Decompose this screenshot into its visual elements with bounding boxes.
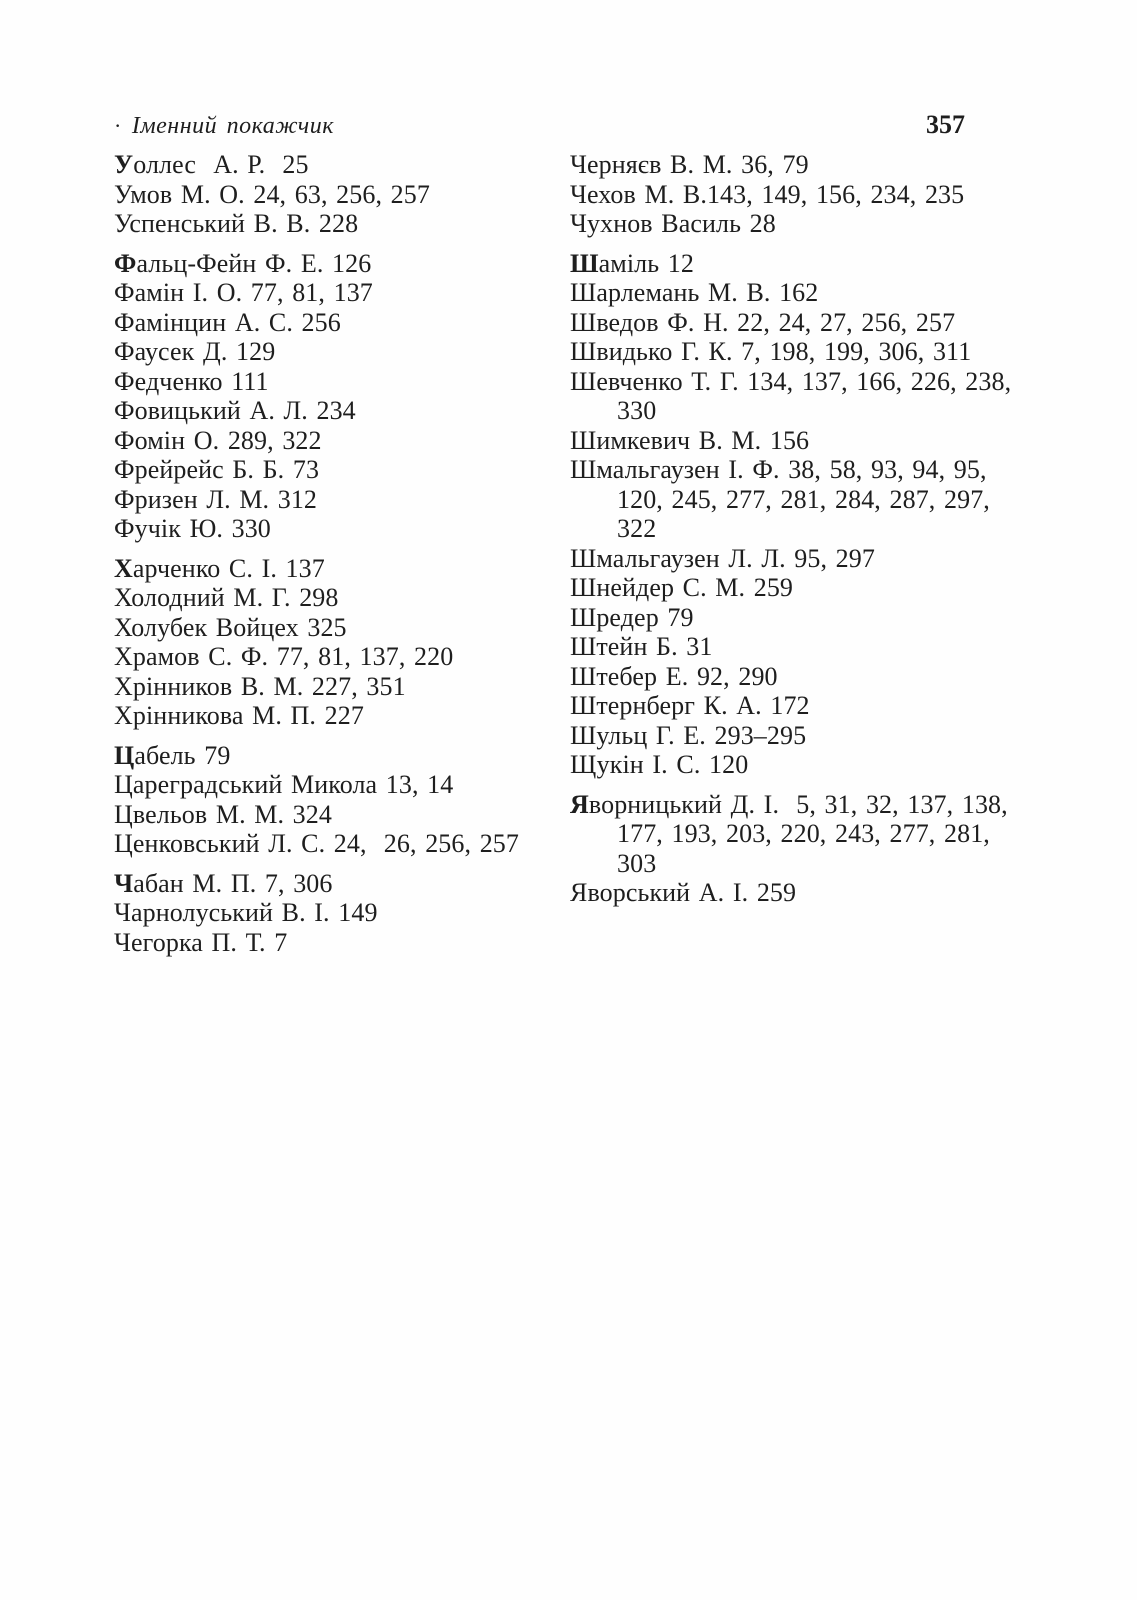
group-initial-letter: Ч — [114, 868, 134, 898]
index-entry-line: Храмов С. Ф. 77, 81, 137, 220 — [114, 642, 454, 671]
index-entry — [114, 613, 544, 643]
index-entry — [570, 750, 1040, 780]
index-entry — [114, 455, 544, 485]
index-entry — [114, 583, 544, 613]
index-entry-line: Шульц Г. Е. 293–295 — [570, 720, 807, 750]
index-entry-continuation-line: 120, 245, 277, 281, 284, 287, 297, — [617, 484, 990, 514]
index-entry-line: Чабан М. П. 7, 306 — [114, 868, 333, 898]
index-entry-line: Чухнов Василь 28 — [570, 209, 776, 238]
index-entry-line: Фаусек Д. 129 — [114, 337, 276, 366]
index-entry — [570, 278, 1040, 308]
index-entry — [570, 573, 1040, 603]
index-entry — [114, 367, 544, 397]
index-entry — [114, 829, 544, 859]
index-entry — [570, 662, 1040, 692]
group-initial-letter: Ц — [114, 740, 135, 770]
index-entry — [570, 209, 1040, 239]
index-entry — [114, 928, 544, 958]
index-entry — [570, 691, 1040, 721]
index-entry-line: Хрінников В. М. 227, 351 — [114, 671, 406, 701]
index-entry-line: Фамін І. О. 77, 81, 137 — [114, 278, 373, 307]
index-entry-line: Цвельов М. М. 324 — [114, 799, 332, 829]
group-initial-letter: У — [114, 150, 134, 179]
header-marker-dot: · — [114, 113, 122, 138]
index-entry-line: Шредер 79 — [570, 602, 694, 632]
index-entry-line: Чехов М. В.143, 149, 156, 234, 235 — [570, 179, 965, 209]
index-entry — [114, 209, 544, 239]
index-entry — [570, 632, 1040, 662]
index-entry — [114, 150, 544, 180]
index-entry — [570, 249, 1040, 279]
index-entry-continuation-line: 330 — [617, 396, 657, 425]
index-entry-line: Шевченко Т. Г. 134, 137, 166, 226, 238, — [570, 366, 1012, 396]
index-entry-line: Уоллес А. Р. 25 — [114, 150, 309, 179]
index-entry-line: Шнейдер С. М. 259 — [570, 573, 794, 602]
group-initial-letter: Х — [114, 553, 133, 583]
group-initial-letter: Я — [570, 789, 589, 819]
index-entry-line: Фовицький А. Л. 234 — [114, 396, 356, 425]
index-entry-line: Фальц-Фейн Ф. Е. 126 — [114, 248, 372, 278]
index-entry-line: Холодний М. Г. 298 — [114, 583, 339, 612]
index-entry-line: Цареградський Микола 13, 14 — [114, 770, 454, 799]
index-entry-line: Федченко 111 — [114, 366, 269, 396]
group-initial-letter: Ш — [570, 248, 599, 278]
index-entry-line: Чарнолуський В. І. 149 — [114, 898, 378, 927]
index-entry-line: Черняєв В. М. 36, 79 — [570, 150, 809, 179]
index-entry — [114, 180, 544, 210]
index-entry-line: Фризен Л. М. 312 — [114, 484, 318, 514]
index-entry — [570, 878, 1040, 908]
index-entry — [570, 603, 1040, 633]
index-entry-line: Шмальгаузен Л. Л. 95, 297 — [570, 543, 875, 573]
index-entry-line: Фомін О. 289, 322 — [114, 425, 322, 455]
index-entry — [114, 308, 544, 338]
index-entry — [114, 337, 544, 367]
index-entry — [570, 150, 1040, 180]
index-entry-line: Успенський В. В. 228 — [114, 209, 359, 238]
index-entry-continuation-line: 177, 193, 203, 220, 243, 277, 281, — [617, 819, 990, 848]
index-entry — [114, 672, 544, 702]
index-entry-line: Шведов Ф. Н. 22, 24, 27, 256, 257 — [570, 307, 956, 337]
index-entry-line: Шарлемань М. В. 162 — [570, 278, 819, 307]
index-entry-line: Шимкевич В. М. 156 — [570, 425, 810, 455]
index-entry — [114, 249, 544, 279]
index-entry — [570, 426, 1040, 456]
index-entry — [114, 741, 544, 771]
page-title: Іменний покажчик — [131, 113, 334, 139]
index-column-left — [114, 150, 544, 957]
index-entry — [114, 869, 544, 899]
index-entry — [570, 337, 1040, 367]
index-entry — [570, 308, 1040, 338]
index-entry-line: Холубек Войцех 325 — [114, 612, 347, 642]
index-entry — [570, 721, 1040, 751]
index-entry — [114, 642, 544, 672]
index-entry-line: Харченко С. І. 137 — [114, 553, 325, 583]
index-entry-line: Хрінникова М. П. 227 — [114, 701, 364, 730]
index-entry — [114, 278, 544, 308]
index-entry — [570, 544, 1040, 574]
index-entry — [570, 455, 1040, 544]
index-entry-line: Штейн Б. 31 — [570, 632, 713, 661]
index-entry-continuation-line: 303 — [617, 848, 657, 878]
index-entry-line: Чегорка П. Т. 7 — [114, 927, 288, 957]
page-number: 357 — [926, 110, 965, 139]
index-entry — [114, 701, 544, 731]
index-entry-line: Умов М. О. 24, 63, 256, 257 — [114, 179, 430, 209]
index-entry — [114, 554, 544, 584]
group-initial-letter: Ф — [114, 248, 137, 278]
index-entry — [114, 485, 544, 515]
index-entry-line: Шмальгаузен І. Ф. 38, 58, 93, 94, 95, — [570, 455, 987, 484]
index-entry-line: Яворський А. І. 259 — [570, 878, 797, 907]
index-entry-line: Цабель 79 — [114, 740, 231, 770]
index-column-right — [570, 150, 1040, 908]
index-entry-line: Швидько Г. К. 7, 198, 199, 306, 311 — [570, 337, 972, 366]
index-entry-line: Ценковський Л. С. 24, 26, 256, 257 — [114, 829, 519, 858]
index-entry — [114, 396, 544, 426]
index-entry-line: Штернберг К. А. 172 — [570, 691, 810, 720]
index-entry-line: Фрейрейс Б. Б. 73 — [114, 455, 320, 484]
index-entry-line: Яворницький Д. І. 5, 31, 32, 137, 138, — [570, 789, 1008, 819]
index-entry-line: Щукін І. С. 120 — [570, 750, 749, 779]
index-entry-line: Фучік Ю. 330 — [114, 514, 271, 543]
index-entry — [114, 426, 544, 456]
index-entry — [570, 790, 1040, 879]
index-entry-line: Фамінцин А. С. 256 — [114, 307, 341, 337]
index-entry — [114, 514, 544, 544]
index-entry — [114, 898, 544, 928]
index-entry-line: Штебер Е. 92, 290 — [570, 661, 778, 691]
index-entry — [114, 770, 544, 800]
index-entry-line: Шаміль 12 — [570, 248, 695, 278]
index-entry — [570, 367, 1040, 426]
index-entry — [570, 180, 1040, 210]
index-entry-continuation-line: 322 — [617, 514, 657, 543]
index-entry — [114, 800, 544, 830]
